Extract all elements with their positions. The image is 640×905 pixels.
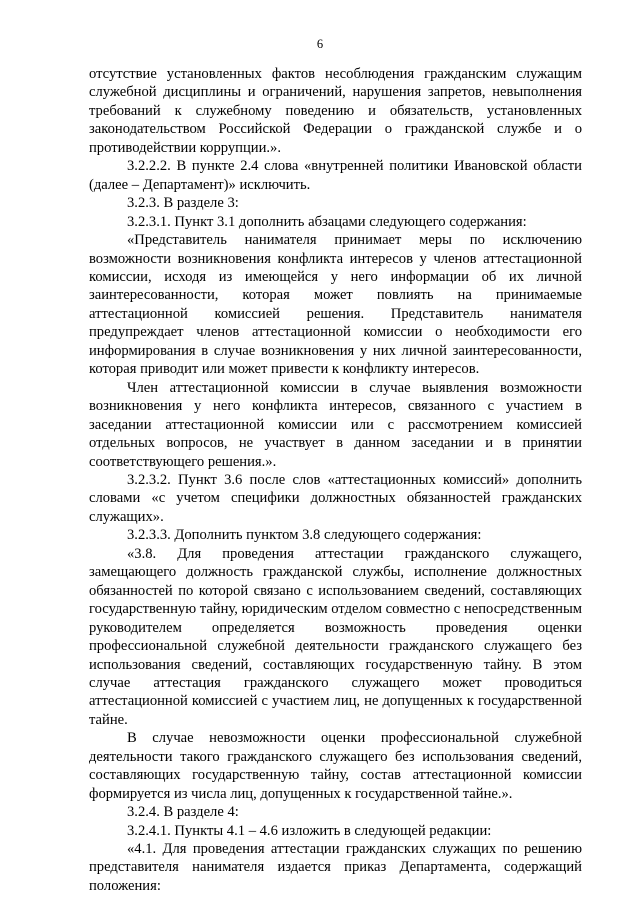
paragraph: 3.2.3. В разделе 3: <box>127 195 239 212</box>
paragraph: 3.2.3.2. Пункт 3.6 после слов «аттестационных комиссий» дополнить словами «с учетом специфики должностных обязанностей гражданских служащих». <box>89 471 582 525</box>
document-body <box>89 65 582 895</box>
paragraph: В случае невозможности оценки профессиональной служебной деятельности такого гражданского служащего без использования сведений, составляющих государственную тайну, состав аттестационной комиссии формируется из числа лиц, допущенных к государственной тайне.». <box>89 730 582 802</box>
paragraph: 3.2.4. В разделе 4: <box>127 804 239 821</box>
paragraph: «3.8. Для проведения аттестации гражданского служащего, замещающего должность гражданской службы, исполнение должностных обязанностей по которой связано с использованием сведений, составляющих государственную тайну, юридическим отделом совместно с непосредственным руководителем определяется возможность проведения оценки профессиональной служебной деятельности гражданского служащего без использования сведений, составляющих государственную тайну. В этом случае аттестация гражданского служащего может проводиться аттестационной комиссией с участием лиц, не допущенных к государственной тайне. <box>89 545 582 728</box>
paragraph: «Представитель нанимателя принимает меры по исключению возможности возникновения конфликта интересов у членов аттестационной комиссии, исходя из имеющейся у него информации об их личной заинтересованности, которая может повлиять на принимаемые аттестационной комиссией решения. Представитель нанимателя предупреждает членов аттестационной комиссии о необходимости его информирования в случае возникновения у них личной заинтересованности, которая приводит или может привести к конфликту интересов. <box>89 232 582 378</box>
paragraph: 3.2.2.2. В пункте 2.4 слова «внутренней политики Ивановской области (далее – Департамент)» исключить. <box>89 158 582 193</box>
paragraph: 3.2.4.1. Пункты 4.1 – 4.6 изложить в следующей редакции: <box>127 822 492 839</box>
page-number: 6 <box>316 37 324 51</box>
paragraph: Член аттестационной комиссии в случае выявления возможности возникновения у него конфликта интересов, связанного с участием в заседании аттестационной комиссии или с рассмотрением комиссией отдельных вопросов, не участвует в данном заседании и в принятии соответствующего решения.». <box>89 379 582 470</box>
paragraph: «4.1. Для проведения аттестации гражданских служащих по решению представителя нанимателя издается приказ Департамента, содержащий положения: <box>89 841 582 894</box>
paragraph: 3.2.3.3. Дополнить пунктом 3.8 следующего содержания: <box>127 527 482 544</box>
paragraph: 3.2.3.1. Пункт 3.1 дополнить абзацами следующего содержания: <box>127 213 527 230</box>
paragraph: отсутствие установленных фактов несоблюдения гражданским служащим служебной дисциплины и ограничений, нарушения запретов, невыполнения требований к служебному поведению и обязательств, установленных законодательством Российской Федерации о гражданской службе и о противодействии коррупции.». <box>89 66 582 156</box>
